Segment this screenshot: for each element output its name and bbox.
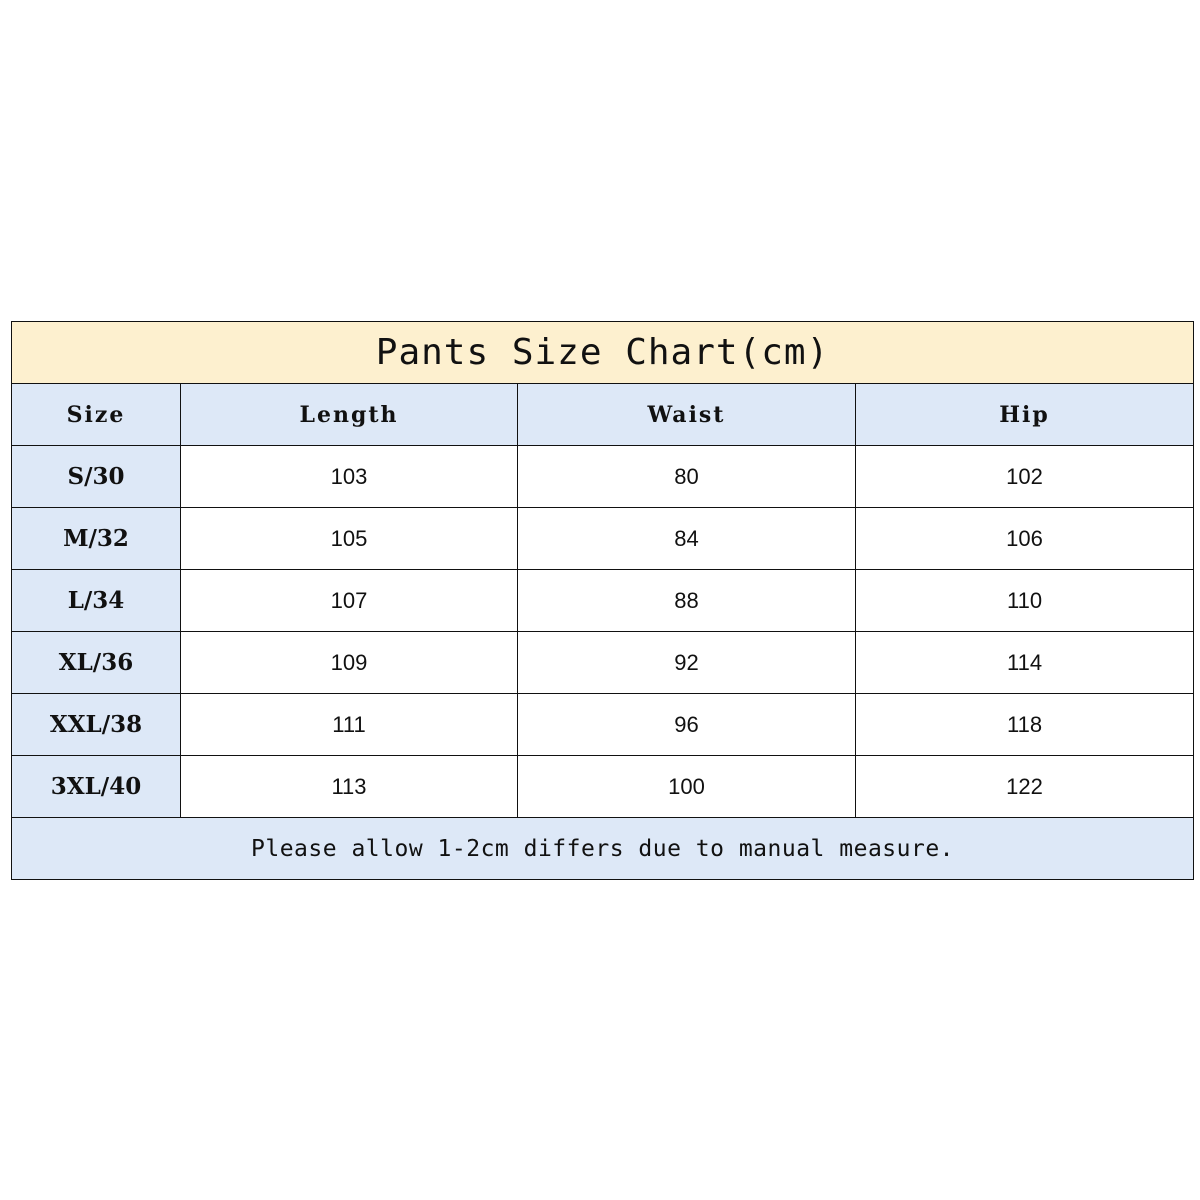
size-chart-table bbox=[11, 321, 1194, 880]
header-row bbox=[12, 384, 1194, 446]
waist-cell: 84 bbox=[518, 508, 856, 570]
length-cell: 103 bbox=[181, 446, 518, 508]
table-row bbox=[12, 694, 1194, 756]
length-cell: 105 bbox=[181, 508, 518, 570]
waist-cell: 96 bbox=[518, 694, 856, 756]
table-row bbox=[12, 446, 1194, 508]
header-length: Length bbox=[181, 384, 518, 446]
header-waist: Waist bbox=[518, 384, 856, 446]
size-cell: S/30 bbox=[12, 446, 181, 508]
length-cell: 111 bbox=[181, 694, 518, 756]
header-hip: Hip bbox=[856, 384, 1194, 446]
hip-cell: 118 bbox=[856, 694, 1194, 756]
hip-cell: 122 bbox=[856, 756, 1194, 818]
table-row bbox=[12, 508, 1194, 570]
size-cell: XL/36 bbox=[12, 632, 181, 694]
waist-cell: 88 bbox=[518, 570, 856, 632]
hip-cell: 110 bbox=[856, 570, 1194, 632]
hip-cell: 102 bbox=[856, 446, 1194, 508]
measurement-note: Please allow 1-2cm differs due to manual measure. bbox=[12, 818, 1194, 880]
waist-cell: 80 bbox=[518, 446, 856, 508]
length-cell: 113 bbox=[181, 756, 518, 818]
header-size: Size bbox=[12, 384, 181, 446]
hip-cell: 114 bbox=[856, 632, 1194, 694]
table-row bbox=[12, 756, 1194, 818]
waist-cell: 92 bbox=[518, 632, 856, 694]
size-cell: L/34 bbox=[12, 570, 181, 632]
waist-cell: 100 bbox=[518, 756, 856, 818]
hip-cell: 106 bbox=[856, 508, 1194, 570]
chart-title: Pants Size Chart(cm) bbox=[12, 322, 1194, 384]
table-row bbox=[12, 570, 1194, 632]
title-row bbox=[12, 322, 1194, 384]
length-cell: 109 bbox=[181, 632, 518, 694]
note-row bbox=[12, 818, 1194, 880]
table-row bbox=[12, 632, 1194, 694]
size-cell: 3XL/40 bbox=[12, 756, 181, 818]
size-cell: XXL/38 bbox=[12, 694, 181, 756]
size-cell: M/32 bbox=[12, 508, 181, 570]
length-cell: 107 bbox=[181, 570, 518, 632]
